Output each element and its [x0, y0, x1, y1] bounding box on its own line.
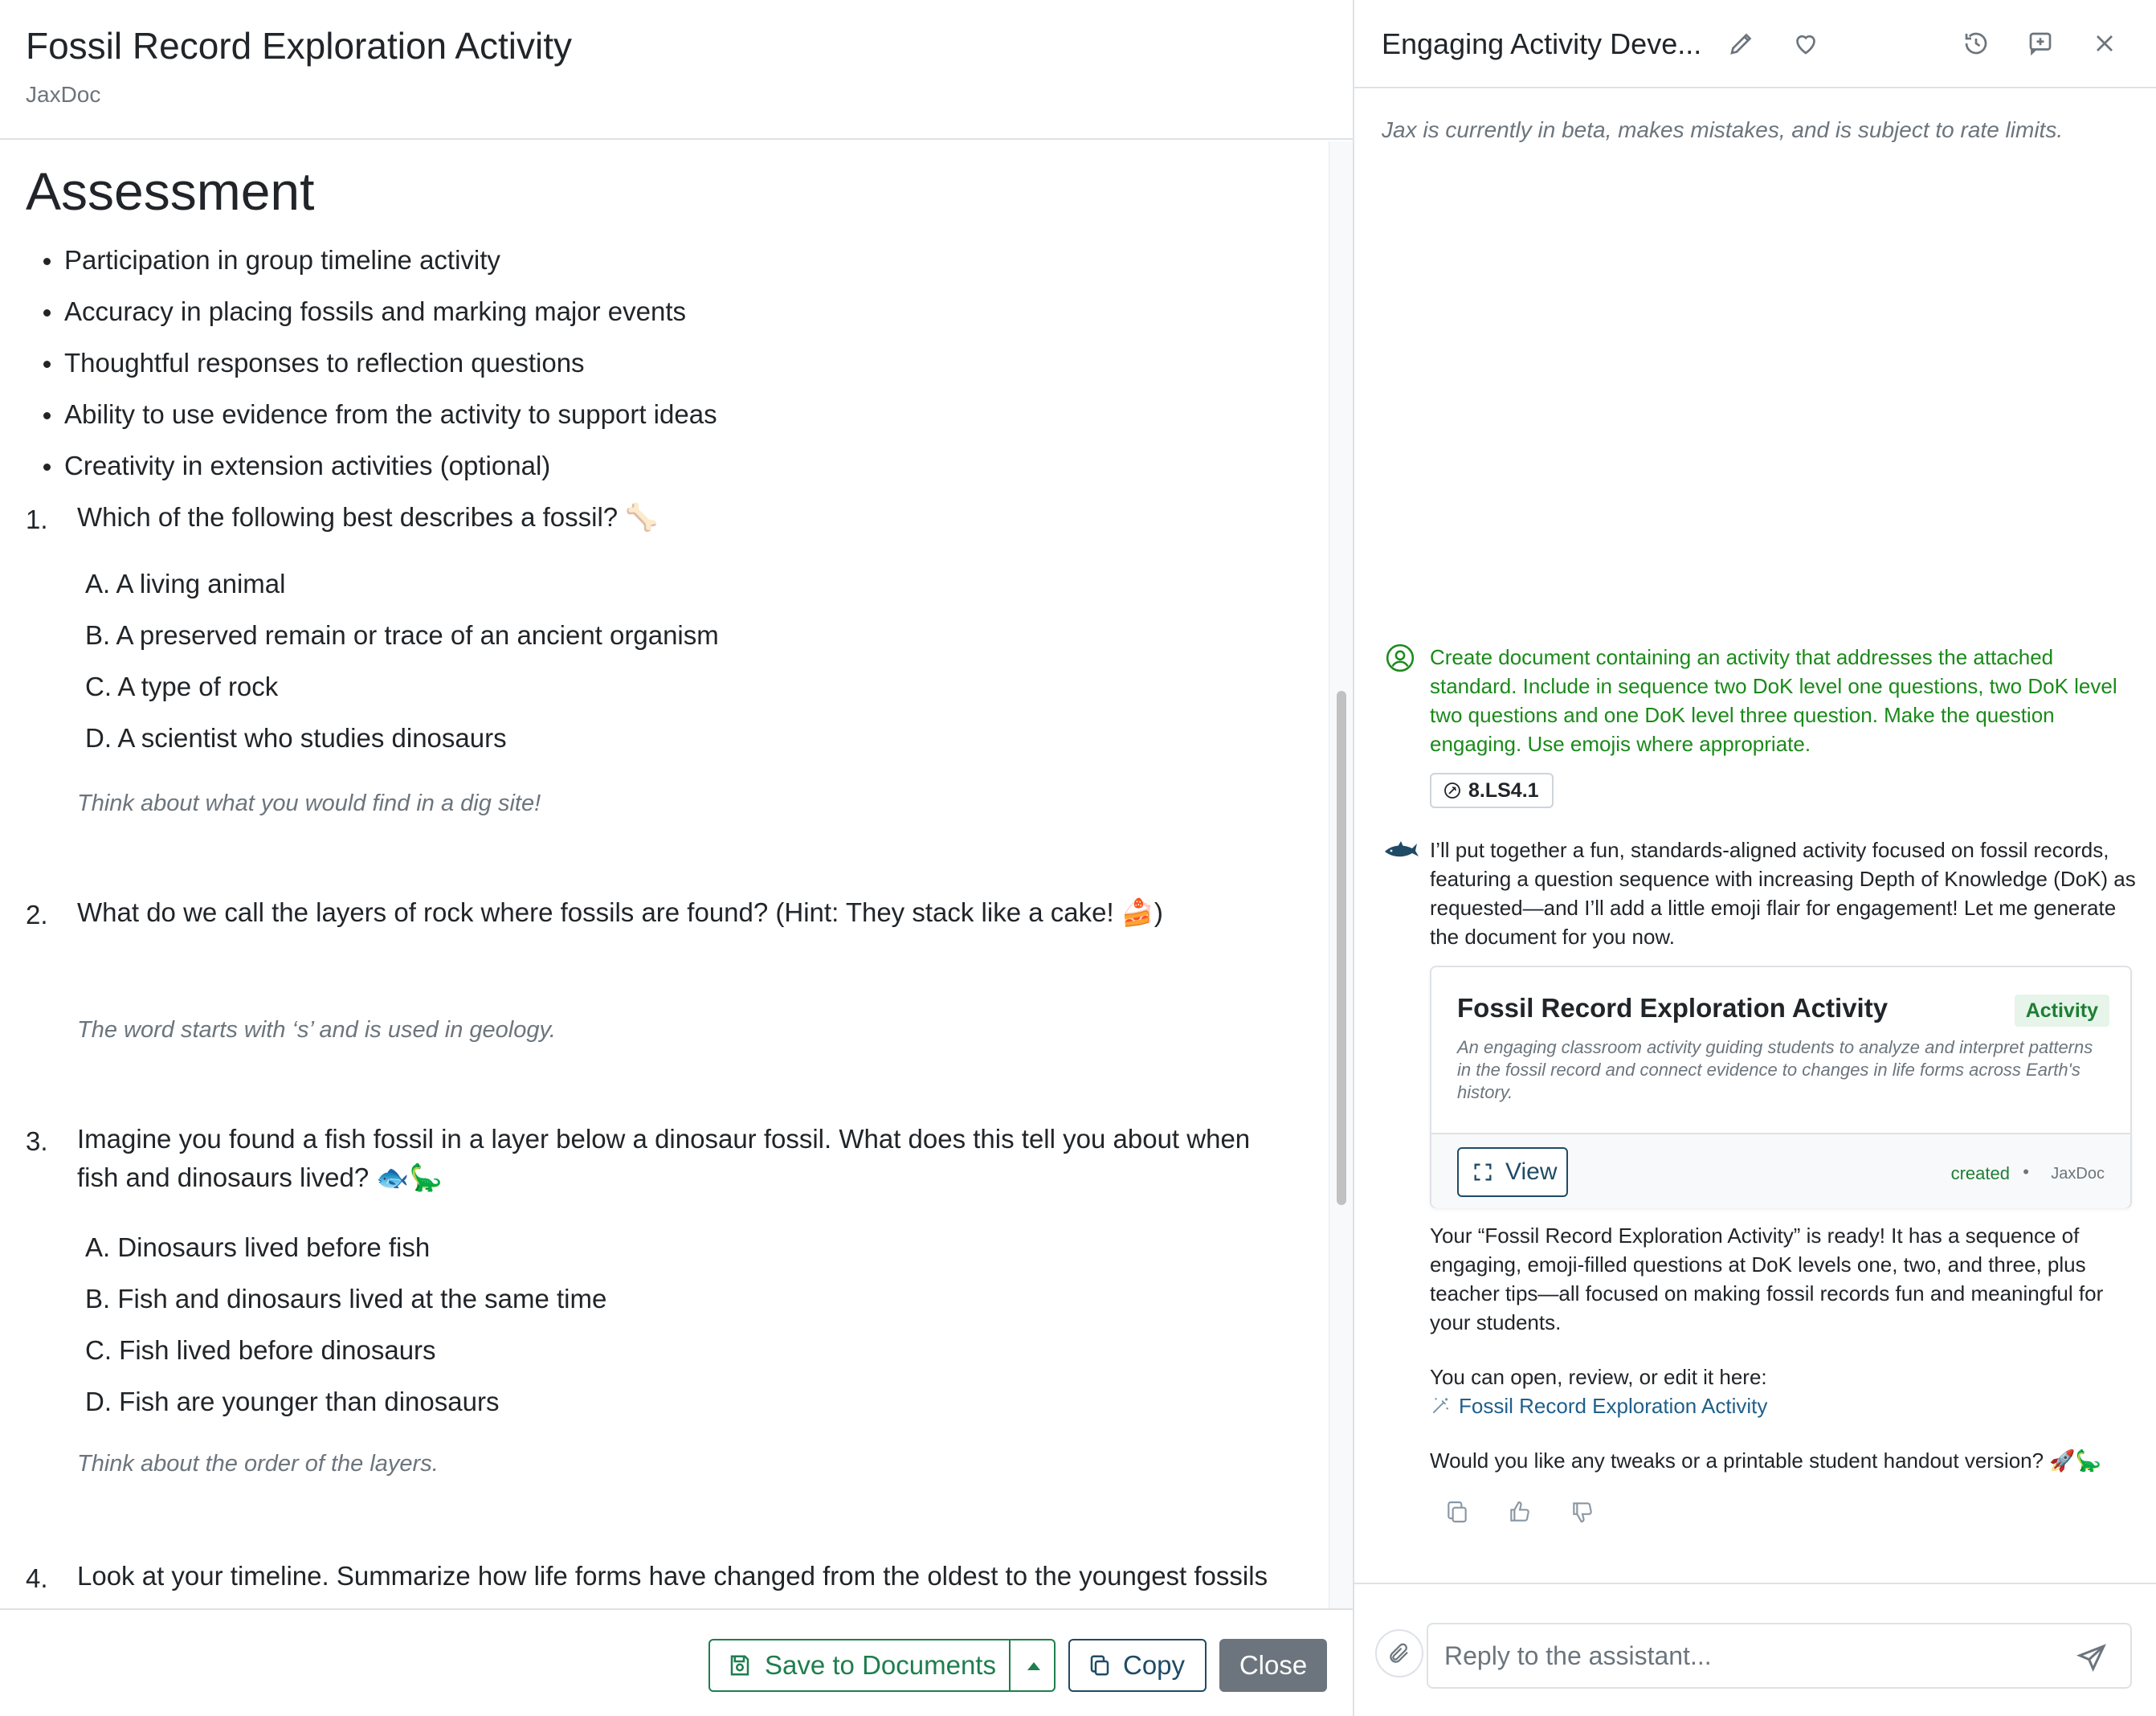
- heart-icon[interactable]: [1791, 29, 1820, 58]
- document-header: [0, 0, 1353, 140]
- copy-button-label: Copy: [1123, 1650, 1186, 1680]
- list-item: Thoughtful responses to reflection questions: [39, 337, 717, 389]
- answer-option: B. A preserved remain or trace of an ancient organism: [85, 620, 719, 650]
- question-text: Look at your timeline. Summarize how life forms have changed from the oldest to the youngest fossils: [77, 1561, 1268, 1591]
- answer-option: C. A type of rock: [85, 672, 279, 701]
- user-circle-icon: [1385, 643, 1415, 673]
- assistant-message: You can open, review, or edit it here:: [1430, 1365, 1767, 1389]
- document-footer: [0, 1608, 1353, 1716]
- view-button[interactable]: [1457, 1147, 1568, 1197]
- assistant-message: Would you like any tweaks or a printable student handout version? 🚀🦕: [1430, 1448, 2102, 1473]
- new-chat-icon[interactable]: [2026, 29, 2055, 58]
- question-text: What do we call the layers of rock where fossils are found? (Hint: They stack like a cake! 🍰): [77, 897, 1163, 927]
- card-title: Fossil Record Exploration Activity: [1457, 993, 1889, 1023]
- question-hint: Think about what you would find in a dig site!: [77, 791, 541, 816]
- document-title: Fossil Record Exploration Activity: [26, 25, 573, 67]
- section-heading: Assessment: [26, 161, 315, 221]
- document-subtitle: JaxDoc: [26, 82, 101, 107]
- question-number: 2.: [26, 900, 48, 930]
- list-item: Accuracy in placing fossils and marking major events: [39, 286, 717, 337]
- save-to-documents-button[interactable]: [708, 1639, 1011, 1692]
- pencil-icon[interactable]: [1727, 29, 1756, 58]
- card-status: created: [1950, 1163, 2010, 1183]
- card-footer: [1431, 1133, 2130, 1208]
- chat-title: Engaging Activity Deve...: [1382, 27, 1702, 60]
- save-icon: [728, 1653, 752, 1677]
- standard-chip[interactable]: [1430, 773, 1554, 808]
- card-source: JaxDoc: [2051, 1165, 2105, 1183]
- assistant-message: Your “Fossil Record Exploration Activity” is ready! It has a sequence of engaging, emoji-filled questions at DoK levels one, two, and three, plus teacher tips—all focused on making fossil records fun and meaningful for your students.: [1430, 1224, 2104, 1334]
- paperclip-icon: [1387, 1641, 1411, 1665]
- answer-option: A. Dinosaurs lived before fish: [85, 1232, 431, 1262]
- question-hint: The word starts with ‘s’ and is used in geology.: [77, 1017, 556, 1043]
- view-button-label: View: [1505, 1158, 1558, 1185]
- user-message: Create document containing an activity that addresses the attached standard. Include in sequence two DoK level one questions, two DoK level two questions and one DoK level three question. Make the question engaging. Use emojis where appropriate.: [1430, 645, 2117, 756]
- question-number: 4.: [26, 1563, 48, 1593]
- send-icon[interactable]: [2076, 1642, 2108, 1674]
- assistant-message: I’ll put together a fun, standards-aligned activity focused on fossil records, featuring a question sequence with increasing Depth of Knowledge (DoK) as requested—and I’ll add a little emoji flair for engagement! Let me generate the document for you now.: [1430, 838, 2136, 949]
- shark-avatar-icon: [1383, 840, 1419, 863]
- assessment-list: [39, 235, 717, 492]
- expand-icon: [1472, 1161, 1494, 1183]
- beta-notice: Jax is currently in beta, makes mistakes, and is subject to rate limits.: [1382, 117, 2064, 142]
- chat-header: [1354, 0, 2156, 88]
- chat-input-area: [1354, 1583, 2156, 1716]
- answer-option: C. Fish lived before dinosaurs: [85, 1335, 436, 1365]
- list-item: Ability to use evidence from the activity to support ideas: [39, 389, 717, 440]
- scrollbar-thumb[interactable]: [1337, 691, 1346, 1205]
- document-scrollbar[interactable]: [1329, 141, 1353, 1608]
- thumbs-up-icon[interactable]: [1507, 1499, 1533, 1525]
- question-text: Imagine you found a fish fossil in a layer below a dinosaur fossil. What does this tell you about when fish and dinosaurs lived? 🐟🦕: [77, 1124, 1251, 1192]
- card-separator: •: [2023, 1162, 2029, 1182]
- answer-option: D. A scientist who studies dinosaurs: [85, 723, 507, 753]
- thumbs-down-icon[interactable]: [1570, 1499, 1595, 1525]
- answer-option: D. Fish are younger than dinosaurs: [85, 1387, 500, 1416]
- answer-option: B. Fish and dinosaurs lived at the same time: [85, 1284, 607, 1314]
- copy-icon[interactable]: [1444, 1499, 1470, 1525]
- activity-badge: Activity: [2015, 995, 2109, 1027]
- save-options-dropdown[interactable]: [1009, 1639, 1056, 1692]
- standard-chip-label: 8.LS4.1: [1468, 778, 1539, 802]
- question-text: Which of the following best describes a fossil? 🦴: [77, 502, 659, 532]
- question-number: 3.: [26, 1126, 48, 1156]
- chat-pane: [1353, 0, 2156, 1716]
- list-item: Participation in group timeline activity: [39, 235, 717, 286]
- attach-button[interactable]: [1375, 1629, 1423, 1677]
- question-hint: Think about the order of the layers.: [77, 1451, 439, 1477]
- document-body[interactable]: [0, 141, 1327, 1608]
- close-icon[interactable]: [2090, 29, 2119, 58]
- card-description: An engaging classroom activity guiding students to analyze and interpret patterns in the fossil record and connect evidence to changes in life forms across Earth's history.: [1457, 1037, 2093, 1102]
- close-button[interactable]: Close: [1219, 1639, 1327, 1692]
- answer-option: A. A living animal: [85, 569, 286, 599]
- question-number: 1.: [26, 505, 48, 534]
- copy-icon: [1088, 1653, 1112, 1677]
- reply-input[interactable]: [1427, 1623, 2132, 1689]
- list-item: Creativity in extension activities (optional): [39, 440, 717, 492]
- target-icon: [1443, 781, 1462, 800]
- magic-wand-icon: [1430, 1395, 1451, 1416]
- save-button-label: Save to Documents: [765, 1650, 996, 1680]
- document-link-label: Fossil Record Exploration Activity: [1459, 1394, 1768, 1418]
- document-card: [1430, 966, 2132, 1208]
- history-icon[interactable]: [1962, 29, 1991, 58]
- copy-button[interactable]: [1068, 1639, 1207, 1692]
- document-link[interactable]: [1430, 1391, 1767, 1420]
